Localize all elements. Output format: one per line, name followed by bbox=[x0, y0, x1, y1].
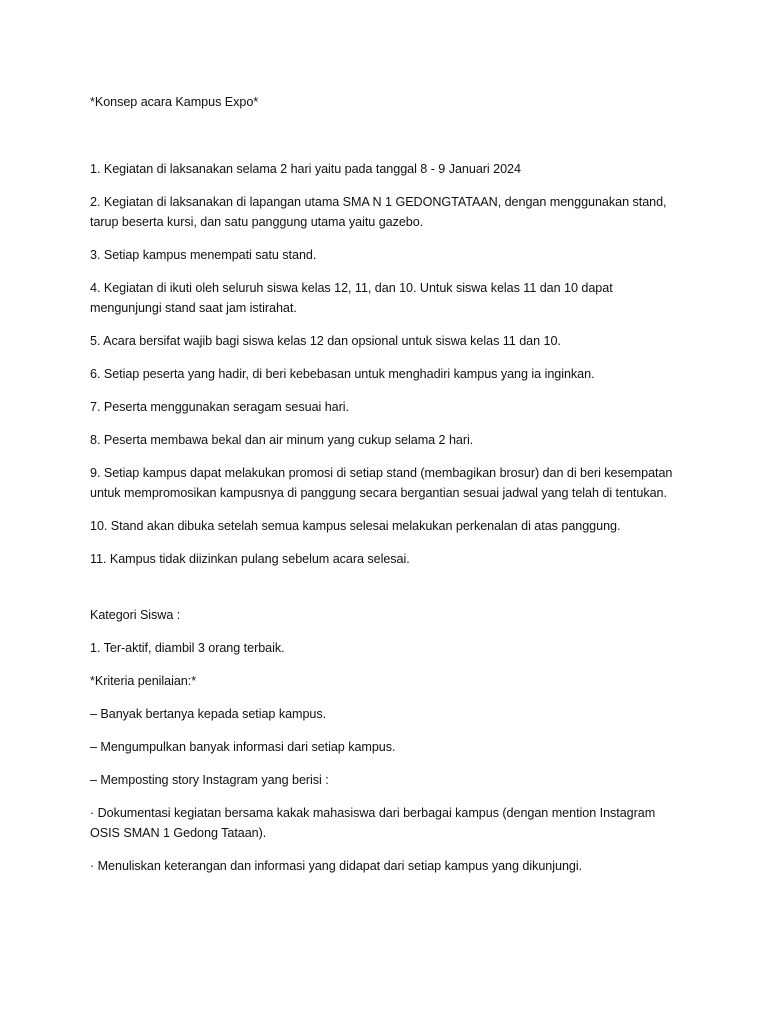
list-item: 5. Acara bersifat wajib bagi siswa kelas 12 dan opsional untuk siswa kelas 11 dan 10. bbox=[90, 334, 561, 348]
document-title: *Konsep acara Kampus Expo* bbox=[90, 95, 259, 109]
criteria-item: – Banyak bertanya kepada setiap kampus. bbox=[90, 707, 327, 721]
criteria-item: – Mengumpulkan banyak informasi dari setiap kampus. bbox=[90, 740, 396, 754]
list-item: 1. Kegiatan di laksanakan selama 2 hari yaitu pada tanggal 8 - 9 Januari 2024 bbox=[90, 162, 521, 176]
list-item: 11. Kampus tidak diizinkan pulang sebelum acara selesai. bbox=[90, 552, 410, 566]
list-item: 9. Setiap kampus dapat melakukan promosi di setiap stand (membagikan brosur) dan di beri kesempatan untuk mempromosikan kampusnya di panggung secara bergantian sesuai jadwal yang telah di tentukan. bbox=[90, 466, 673, 500]
list-item: 6. Setiap peserta yang hadir, di beri kebebasan untuk menghadiri kampus yang ia inginkan. bbox=[90, 367, 595, 381]
list-item: 10. Stand akan dibuka setelah semua kampus selesai melakukan perkenalan di atas panggung. bbox=[90, 519, 621, 533]
criteria-heading: *Kriteria penilaian:* bbox=[90, 674, 197, 688]
list-item: 3. Setiap kampus menempati satu stand. bbox=[90, 248, 317, 262]
document-page bbox=[90, 92, 680, 889]
category-heading: Kategori Siswa : bbox=[90, 608, 181, 622]
list-item: 7. Peserta menggunakan seragam sesuai hari. bbox=[90, 400, 349, 414]
list-item: 8. Peserta membawa bekal dan air minum yang cukup selama 2 hari. bbox=[90, 433, 474, 447]
category-item: 1. Ter-aktif, diambil 3 orang terbaik. bbox=[90, 641, 285, 655]
criteria-item: – Memposting story Instagram yang berisi : bbox=[90, 773, 329, 787]
sub-point: · Dokumentasi kegiatan bersama kakak mahasiswa dari berbagai kampus (dengan mention Instagram OSIS SMAN 1 Gedong Tataan). bbox=[90, 806, 656, 840]
list-item: 4. Kegiatan di ikuti oleh seluruh siswa kelas 12, 11, dan 10. Untuk siswa kelas 11 dan 10 dapat mengunjungi stand saat jam istirahat. bbox=[90, 281, 613, 315]
list-item: 2. Kegiatan di laksanakan di lapangan utama SMA N 1 GEDONGTATAAN, dengan menggunakan stand, tarup beserta kursi, dan satu panggung utama yaitu gazebo. bbox=[90, 195, 667, 229]
sub-point: · Menuliskan keterangan dan informasi yang didapat dari setiap kampus yang dikunjungi. bbox=[90, 859, 583, 873]
